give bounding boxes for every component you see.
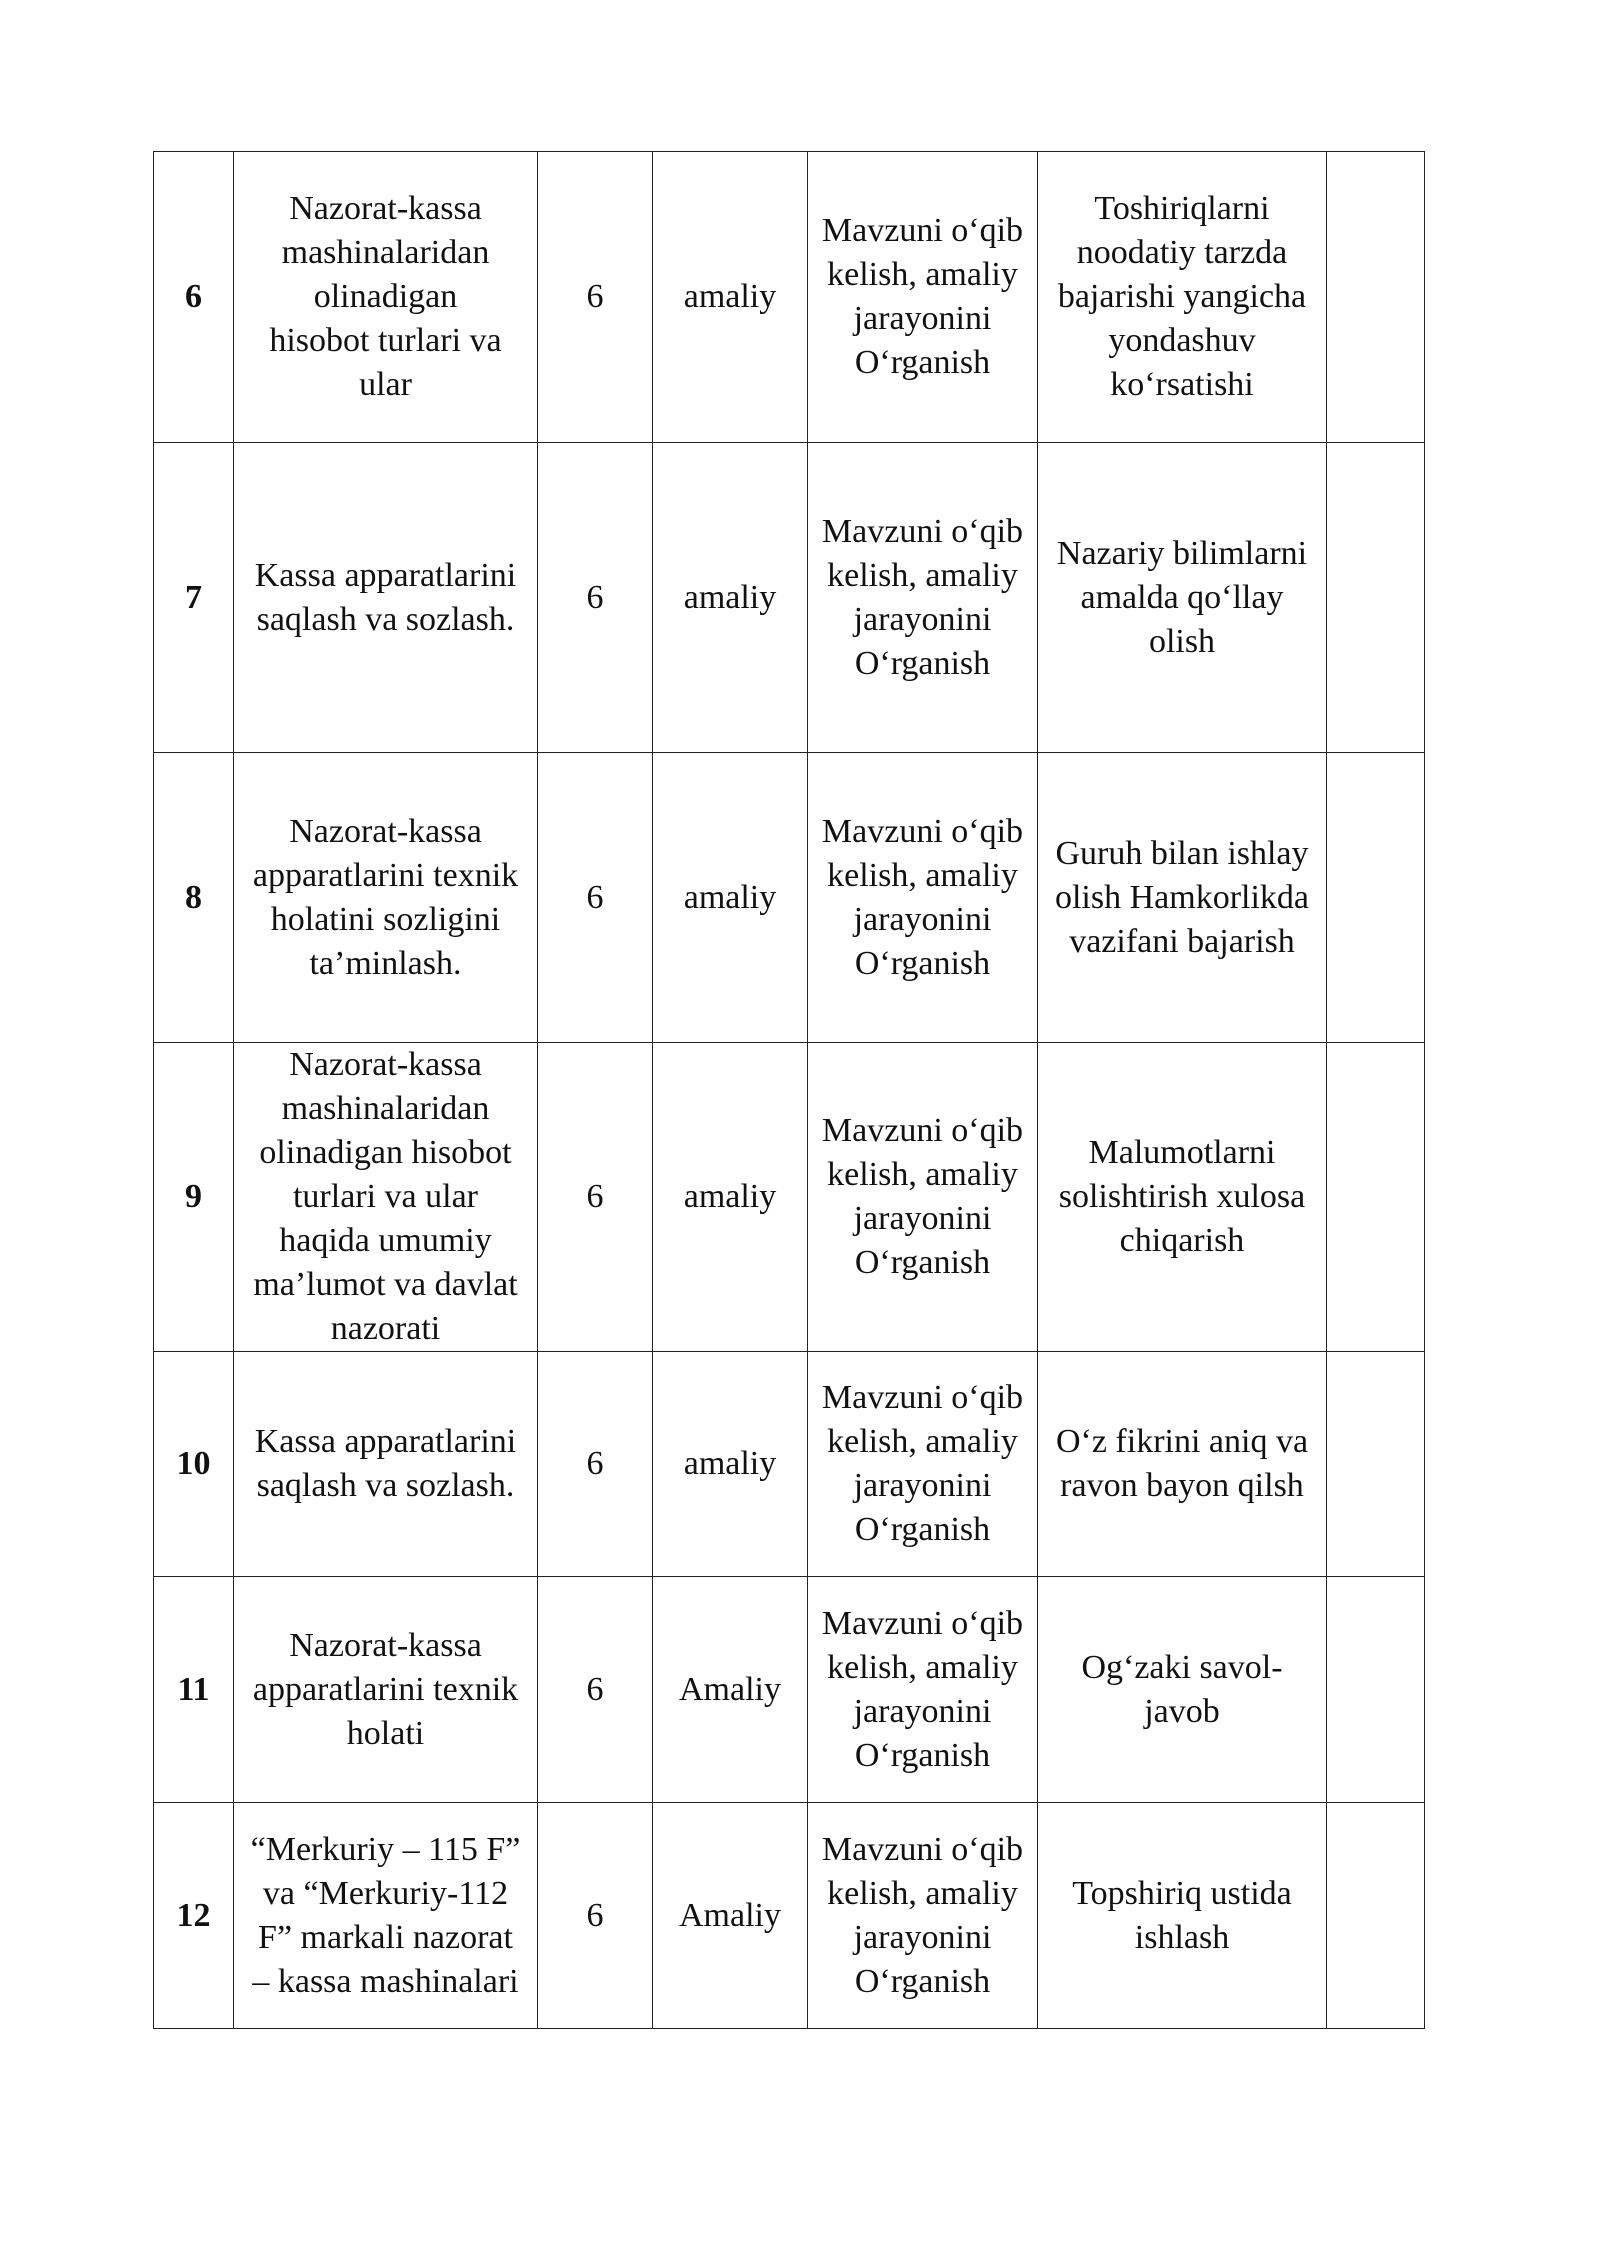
lesson-result: Toshiriqlarni noodatiy tarzda bajarishi yangicha yondashuv ko‘rsatishi <box>1038 152 1327 443</box>
lesson-topic: Kassa apparatlarini saqlash va sozlash. <box>234 1352 538 1577</box>
lesson-number: 7 <box>154 443 234 753</box>
lesson-type: amaliy <box>653 152 808 443</box>
table-row <box>154 1577 1425 1803</box>
lesson-method: Mavzuni o‘qib kelish, amaliy jarayonini O‘rganish <box>808 1577 1038 1803</box>
lesson-number: 6 <box>154 152 234 443</box>
table-row <box>154 1803 1425 2029</box>
lesson-topic: Nazorat-kassa apparatlarini texnik holati <box>234 1577 538 1803</box>
lesson-hours: 6 <box>538 1577 653 1803</box>
lesson-note <box>1327 152 1425 443</box>
lesson-topic: Nazorat-kassa mashinalaridan olinadigan hisobot turlari va ular <box>234 152 538 443</box>
lesson-number: 9 <box>154 1043 234 1352</box>
lesson-method: Mavzuni o‘qib kelish, amaliy jarayonini O‘rganish <box>808 1803 1038 2029</box>
lesson-result: Guruh bilan ishlay olish Hamkorlikda vazifani bajarish <box>1038 753 1327 1043</box>
lesson-note <box>1327 1803 1425 2029</box>
table-row <box>154 1352 1425 1577</box>
table-row <box>154 753 1425 1043</box>
lesson-result: Malumotlarni solishtirish xulosa chiqarish <box>1038 1043 1327 1352</box>
lesson-number: 12 <box>154 1803 234 2029</box>
lesson-plan-table <box>153 151 1425 2029</box>
lesson-note <box>1327 1577 1425 1803</box>
table-row <box>154 152 1425 443</box>
lesson-hours: 6 <box>538 443 653 753</box>
lesson-topic: Nazorat-kassa mashinalaridan olinadigan hisobot turlari va ular haqida umumiy ma’lumot va davlat nazorati <box>234 1043 538 1352</box>
lesson-note <box>1327 1352 1425 1577</box>
lesson-number: 10 <box>154 1352 234 1577</box>
lesson-note <box>1327 753 1425 1043</box>
lesson-hours: 6 <box>538 1043 653 1352</box>
lesson-method: Mavzuni o‘qib kelish, amaliy jarayonini O‘rganish <box>808 152 1038 443</box>
lesson-type: amaliy <box>653 753 808 1043</box>
lesson-topic: Nazorat-kassa apparatlarini texnik holatini sozligini ta’minlash. <box>234 753 538 1043</box>
lesson-hours: 6 <box>538 1803 653 2029</box>
lesson-method: Mavzuni o‘qib kelish, amaliy jarayonini O‘rganish <box>808 1352 1038 1577</box>
lesson-hours: 6 <box>538 152 653 443</box>
lesson-result: Topshiriq ustida ishlash <box>1038 1803 1327 2029</box>
lesson-method: Mavzuni o‘qib kelish, amaliy jarayonini O‘rganish <box>808 753 1038 1043</box>
lesson-type: amaliy <box>653 1352 808 1577</box>
lesson-type: amaliy <box>653 443 808 753</box>
lesson-type: Amaliy <box>653 1803 808 2029</box>
lesson-method: Mavzuni o‘qib kelish, amaliy jarayonini O‘rganish <box>808 443 1038 753</box>
lesson-result: Nazariy bilimlarni amalda qo‘llay olish <box>1038 443 1327 753</box>
lesson-note <box>1327 1043 1425 1352</box>
table-row <box>154 1043 1425 1352</box>
lesson-note <box>1327 443 1425 753</box>
lesson-type: Amaliy <box>653 1577 808 1803</box>
lesson-type: amaliy <box>653 1043 808 1352</box>
table-row <box>154 443 1425 753</box>
lesson-method: Mavzuni o‘qib kelish, amaliy jarayonini O‘rganish <box>808 1043 1038 1352</box>
lesson-result: O‘z fikrini aniq va ravon bayon qilsh <box>1038 1352 1327 1577</box>
lesson-number: 11 <box>154 1577 234 1803</box>
lesson-topic: “Merkuriy – 115 F” va “Merkuriy-112 F” markali nazorat – kassa mashinalari <box>234 1803 538 2029</box>
lesson-hours: 6 <box>538 1352 653 1577</box>
lesson-hours: 6 <box>538 753 653 1043</box>
lesson-result: Og‘zaki savol- javob <box>1038 1577 1327 1803</box>
lesson-number: 8 <box>154 753 234 1043</box>
lesson-topic: Kassa apparatlarini saqlash va sozlash. <box>234 443 538 753</box>
